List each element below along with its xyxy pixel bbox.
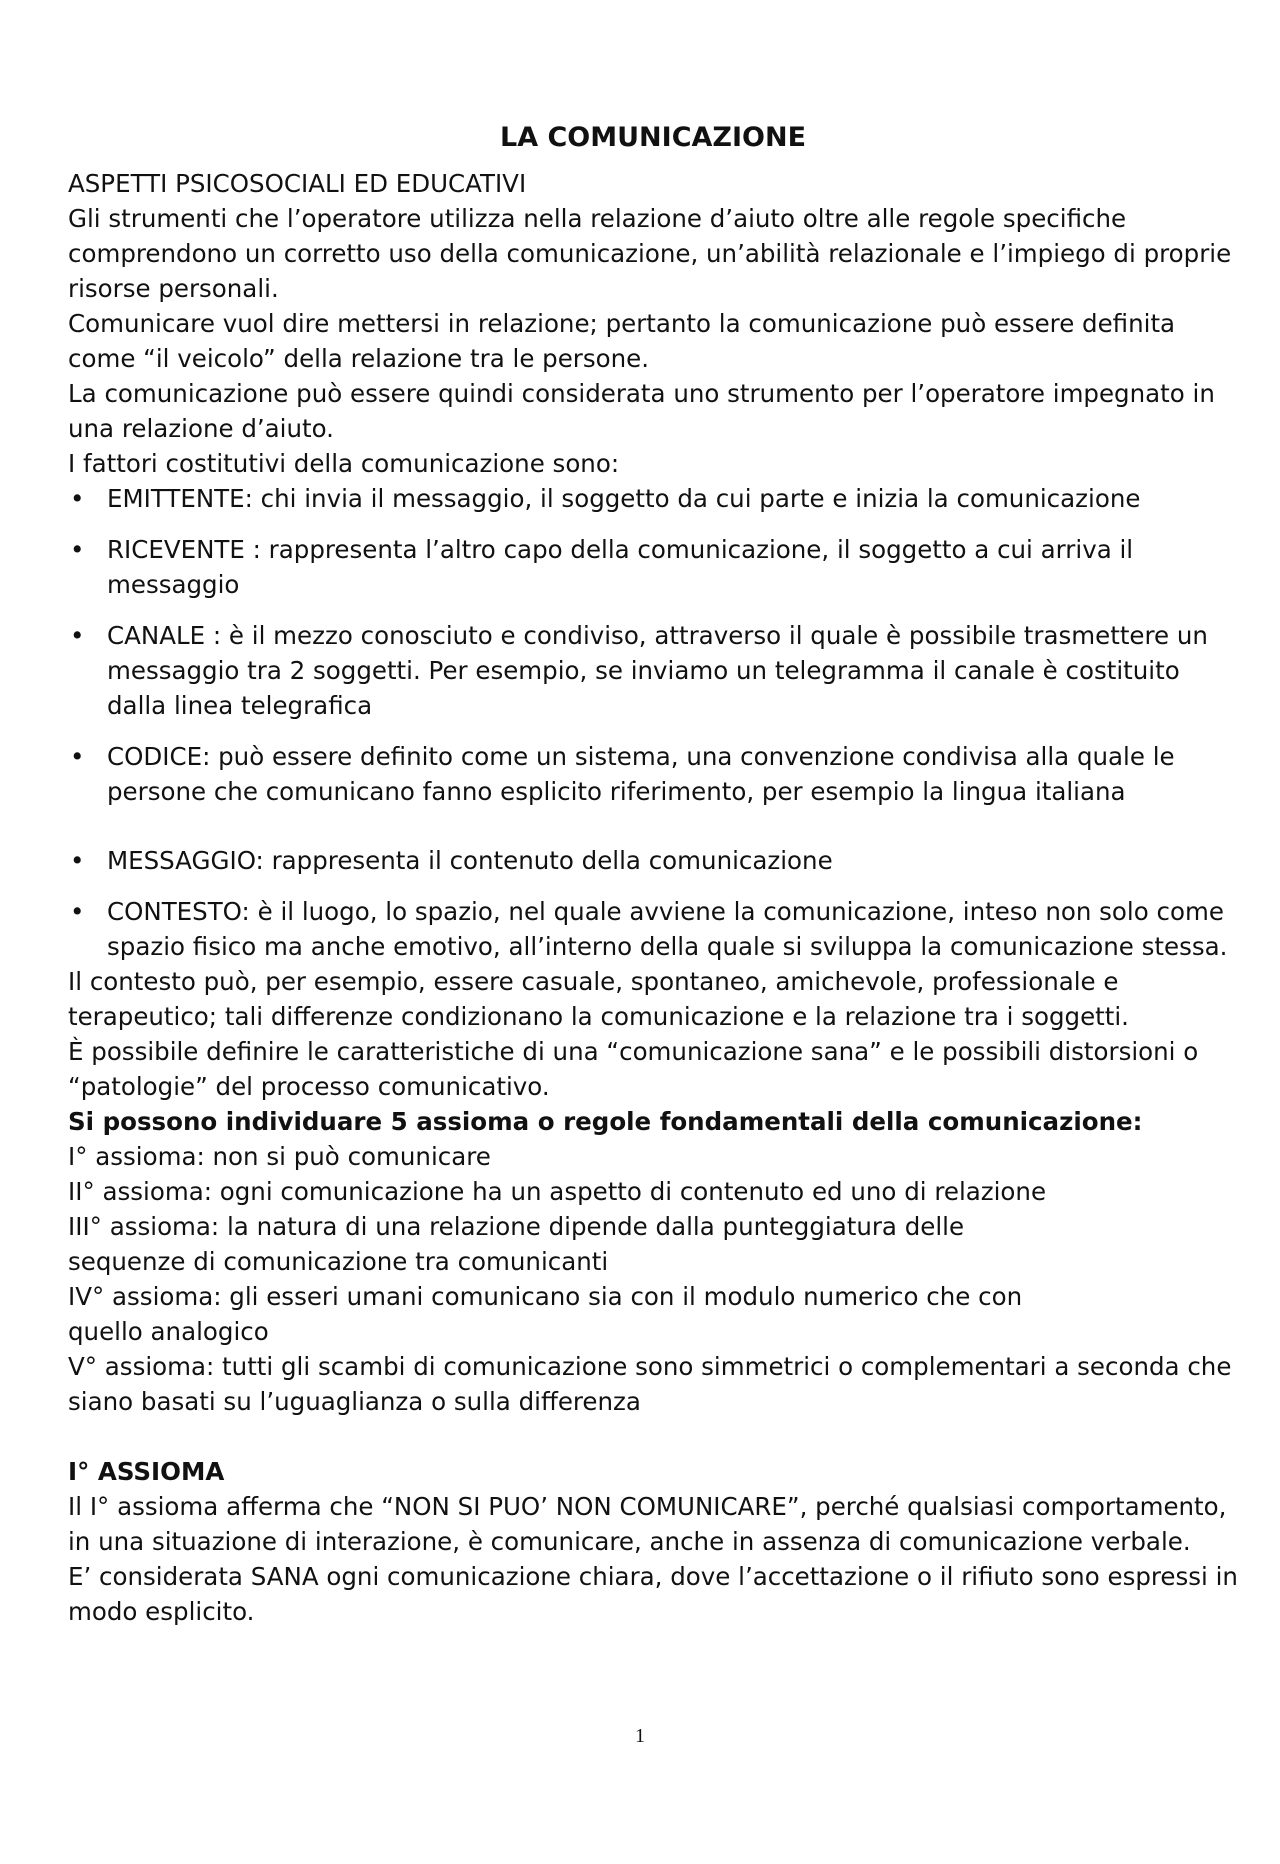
section-paragraph: Il I° assioma afferma che “NON SI PUO’ NON COMUNICARE”, perché qualsiasi comportamento, in una situazione di interazione, è comunicare, anche in assenza di comunicazione verbale. <box>68 1492 1227 1556</box>
intro-paragraph: La comunicazione può essere quindi considerata uno strumento per l’operatore impegnato in una relazione d’aiuto. <box>68 379 1215 443</box>
intro-paragraph: I fattori costitutivi della comunicazione sono: <box>68 449 620 478</box>
axiom-line: I° assioma: non si può comunicare <box>68 1142 491 1171</box>
document-body <box>68 120 1238 1629</box>
list-item-text: CODICE: può essere definito come un sistema, una convenzione condivisa alla quale le persone che comunicano fanno esplicito riferimento, per esempio la lingua italiana <box>107 742 1175 806</box>
list-item <box>68 618 1238 723</box>
bullet-icon: • <box>70 742 85 771</box>
list-item-text: EMITTENTE: chi invia il messaggio, il soggetto da cui parte e inizia la comunicazione <box>107 484 1141 513</box>
bullet-icon: • <box>70 846 85 875</box>
bullet-icon: • <box>70 897 85 926</box>
page-title: LA COMUNICAZIONE <box>499 122 807 153</box>
section-paragraph: E’ considerata SANA ogni comunicazione chiara, dove l’accettazione o il rifiuto sono espressi in modo esplicito. <box>68 1562 1238 1626</box>
list-item <box>68 532 1238 602</box>
intro-paragraph: Comunicare vuol dire mettersi in relazione; pertanto la comunicazione può essere definita come “il veicolo” della relazione tra le persone. <box>68 309 1176 373</box>
list-item-text: CONTESTO: è il luogo, lo spazio, nel quale avviene la comunicazione, inteso non solo come spazio fisico ma anche emotivo, all’interno della quale si sviluppa la comunicazione stessa. <box>107 897 1228 961</box>
list-item-text: MESSAGGIO: rappresenta il contenuto della comunicazione <box>107 846 833 875</box>
list-item <box>68 843 1238 878</box>
axiom-line: V° assioma: tutti gli scambi di comunicazione sono simmetrici o complementari a seconda che siano basati su l’uguaglianza o sulla differenza <box>68 1352 1232 1416</box>
axiom-line: IV° assioma: gli esseri umani comunicano sia con il modulo numerico che con quello analogico <box>68 1282 1023 1346</box>
bullet-icon: • <box>70 535 85 564</box>
context-paragraph: È possibile definire le caratteristiche di una “comunicazione sana” e le possibili distorsioni o “patologie” del processo comunicativo. <box>68 1037 1199 1101</box>
list-item-text: RICEVENTE : rappresenta l’altro capo della comunicazione, il soggetto a cui arriva il messaggio <box>107 535 1134 599</box>
list-item <box>68 481 1238 516</box>
axiom-line: III° assioma: la natura di una relazione dipende dalla punteggiatura delle sequenze di comunicazione tra comunicanti <box>68 1212 965 1276</box>
factors-list <box>68 481 1238 964</box>
axioms-heading: Si possono individuare 5 assioma o regole fondamentali della comunicazione: <box>68 1107 1143 1136</box>
list-item <box>68 894 1238 964</box>
intro-paragraph: Gli strumenti che l’operatore utilizza nella relazione d’aiuto oltre alle regole specifiche comprendono un corretto uso della comunicazione, un’abilità relazionale e l’impiego di proprie risorse personali. <box>68 204 1232 303</box>
context-paragraph: Il contesto può, per esempio, essere casuale, spontaneo, amichevole, professionale e terapeutico; tali differenze condizionano la comunicazione e la relazione tra i soggetti. <box>68 967 1129 1031</box>
subtitle: ASPETTI PSICOSOCIALI ED EDUCATIVI <box>68 169 527 198</box>
section-spacer <box>68 1419 1238 1454</box>
bullet-icon: • <box>70 484 85 513</box>
axiom-line: II° assioma: ogni comunicazione ha un aspetto di contenuto ed uno di relazione <box>68 1177 1047 1206</box>
page-number: 1 <box>635 1725 645 1747</box>
bullet-icon: • <box>70 621 85 650</box>
list-item <box>68 739 1238 809</box>
section-heading: I° ASSIOMA <box>68 1457 225 1486</box>
list-item-text: CANALE : è il mezzo conosciuto e condiviso, attraverso il quale è possibile trasmettere un messaggio tra 2 soggetti. Per esempio, se inviamo un telegramma il canale è costituito dalla linea telegrafica <box>107 621 1208 720</box>
